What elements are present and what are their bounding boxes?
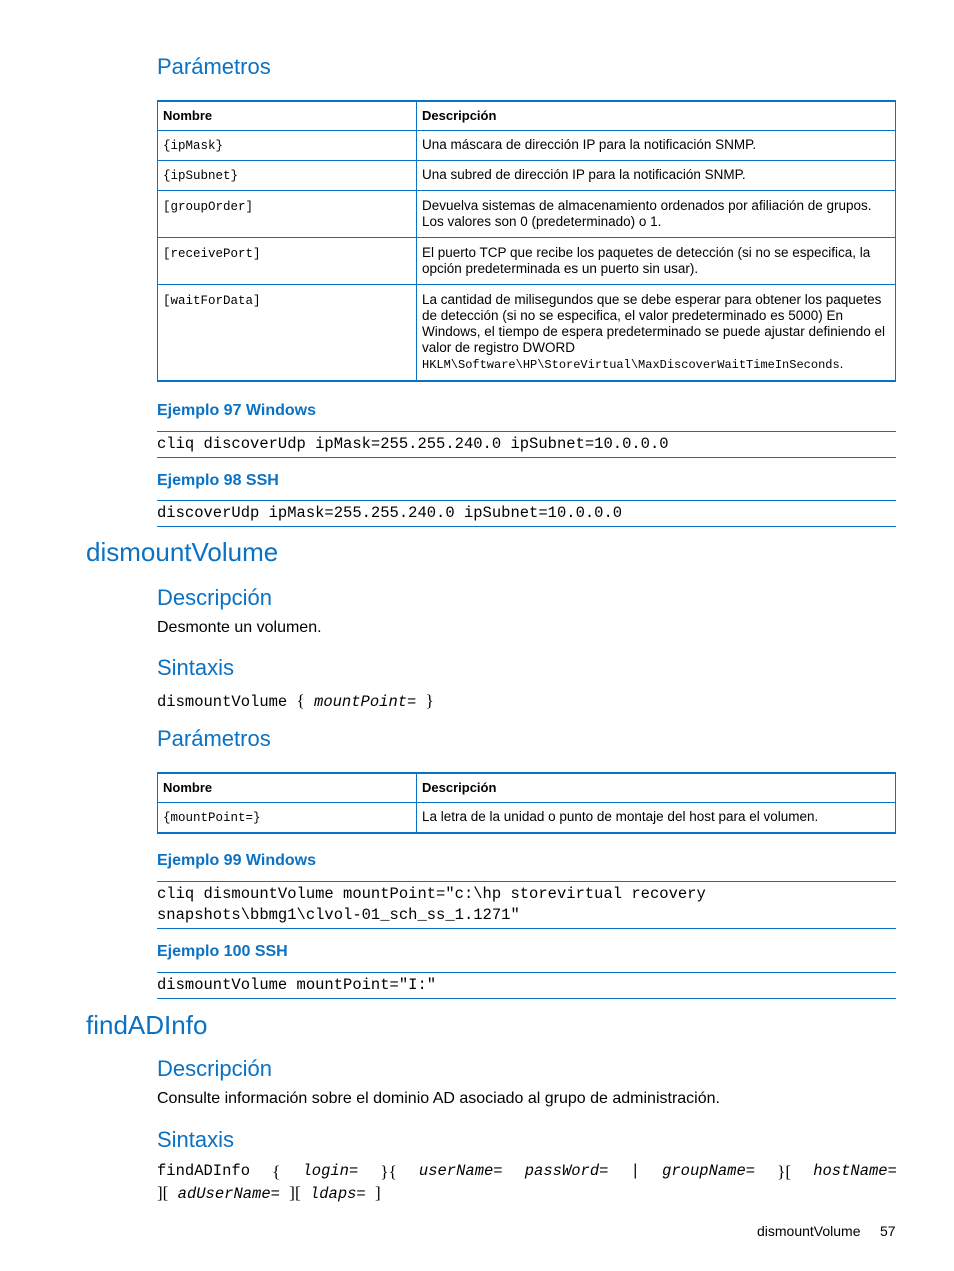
syntax-command: dismountVolume	[157, 693, 288, 711]
syntax-arg-username: userName=	[418, 1162, 503, 1180]
example-97-title: Ejemplo 97 Windows	[157, 402, 316, 419]
findad-syntax	[157, 1161, 897, 1205]
param-desc: Una subred de dirección IP para la notificación SNMP.	[417, 161, 896, 191]
col-header-desc: Descripción	[417, 773, 896, 803]
dismount-syntax-heading: Sintaxis	[157, 655, 235, 680]
example-100-title: Ejemplo 100 SSH	[157, 943, 288, 960]
dismount-desc-text: Desmonte un volumen.	[157, 619, 322, 636]
dismount-desc-heading: Descripción	[157, 585, 272, 610]
findad-syntax-heading: Sintaxis	[157, 1127, 235, 1152]
brace: {	[272, 1162, 281, 1181]
syntax-brace-close: }	[425, 691, 434, 710]
period: .	[839, 356, 844, 371]
param-desc: Una máscara de dirección IP para la notificación SNMP.	[417, 131, 896, 161]
param-name: {mountPoint=}	[158, 803, 417, 833]
example-100-code: dismountVolume mountPoint="I:"	[157, 972, 896, 999]
syntax-arg-password: passWord=	[524, 1162, 609, 1180]
example-99-code: cliq dismountVolume mountPoint="c:\hp storevirtual recovery snapshots\bbmg1\clvol-01_sch_ss_1.1271"	[157, 881, 896, 929]
dismount-title: dismountVolume	[86, 537, 279, 567]
dismount-syntax	[157, 690, 434, 713]
registry-path: HKLM\Software\HP\StoreVirtual\MaxDiscoverWaitTimeInSeconds	[422, 358, 840, 372]
param-desc: Devuelva sistemas de almacenamiento ordenados por afiliación de grupos. Los valores son 0 (predeterminado) o 1.	[417, 191, 896, 238]
syntax-arg-hostname: hostName=	[813, 1162, 897, 1180]
example-97-code: cliq discoverUdp ipMask=255.255.240.0 ipSubnet=10.0.0.0	[157, 431, 896, 458]
example-98-code: discoverUdp ipMask=255.255.240.0 ipSubnet=10.0.0.0	[157, 500, 896, 527]
table-row	[158, 131, 896, 161]
syntax-line-2	[157, 1182, 897, 1205]
syntax-arg: mountPoint=	[314, 693, 417, 711]
table-row	[158, 285, 896, 381]
param-name: [waitForData]	[158, 285, 417, 381]
syntax-command: findADInfo	[157, 1162, 251, 1180]
table-header-row	[158, 101, 896, 131]
param-desc-cell	[417, 285, 896, 381]
param-name: {ipMask}	[158, 131, 417, 161]
col-header-desc: Descripción	[417, 101, 896, 131]
params-heading: Parámetros	[157, 54, 271, 79]
col-header-name: Nombre	[158, 773, 417, 803]
col-header-name: Nombre	[158, 101, 417, 131]
findad-desc-heading: Descripción	[157, 1056, 272, 1081]
brace: }[	[777, 1162, 792, 1181]
dismount-params-heading: Parámetros	[157, 726, 271, 751]
table-row	[158, 191, 896, 238]
table-header-row	[158, 773, 896, 803]
params-table-discover	[157, 100, 896, 382]
findad-title: findADInfo	[86, 1010, 208, 1040]
brace: ][	[289, 1183, 301, 1202]
param-desc: La letra de la unidad o punto de montaje del host para el volumen.	[417, 803, 896, 833]
table-row	[158, 238, 896, 285]
syntax-brace-open: {	[296, 691, 305, 710]
syntax-arg-adusername: adUserName=	[177, 1185, 280, 1203]
param-name: [receivePort]	[158, 238, 417, 285]
param-name: {ipSubnet}	[158, 161, 417, 191]
params-table-dismount	[157, 772, 896, 834]
syntax-line-1	[157, 1161, 897, 1182]
syntax-arg-ldaps: ldaps=	[309, 1185, 366, 1203]
brace: ][	[157, 1183, 169, 1202]
syntax-pipe: |	[630, 1162, 640, 1180]
example-98-title: Ejemplo 98 SSH	[157, 472, 279, 489]
table-row	[158, 161, 896, 191]
param-name: [groupOrder]	[158, 191, 417, 238]
brace: ]	[375, 1183, 381, 1202]
brace: }{	[380, 1162, 397, 1181]
param-desc: La cantidad de milisegundos que se debe esperar para obtener los paquetes de detección (si no se especifica, el valor predeterminado es 5000) En Windows, el tiempo de espera predeterminado se puede ajustar definiendo el valor de registro DWORD	[422, 292, 886, 355]
param-desc: El puerto TCP que recibe los paquetes de detección (si no se especifica, la opción predeterminada es un puerto sin usar).	[417, 238, 896, 285]
syntax-arg-login: login=	[302, 1162, 359, 1180]
table-row	[158, 803, 896, 833]
footer-section: dismountVolume	[757, 1223, 861, 1239]
syntax-arg-groupname: groupName=	[662, 1162, 756, 1180]
findad-desc-text: Consulte información sobre el dominio AD asociado al grupo de administración.	[157, 1090, 720, 1107]
footer-page-number: 57	[880, 1223, 896, 1239]
example-99-title: Ejemplo 99 Windows	[157, 852, 316, 869]
